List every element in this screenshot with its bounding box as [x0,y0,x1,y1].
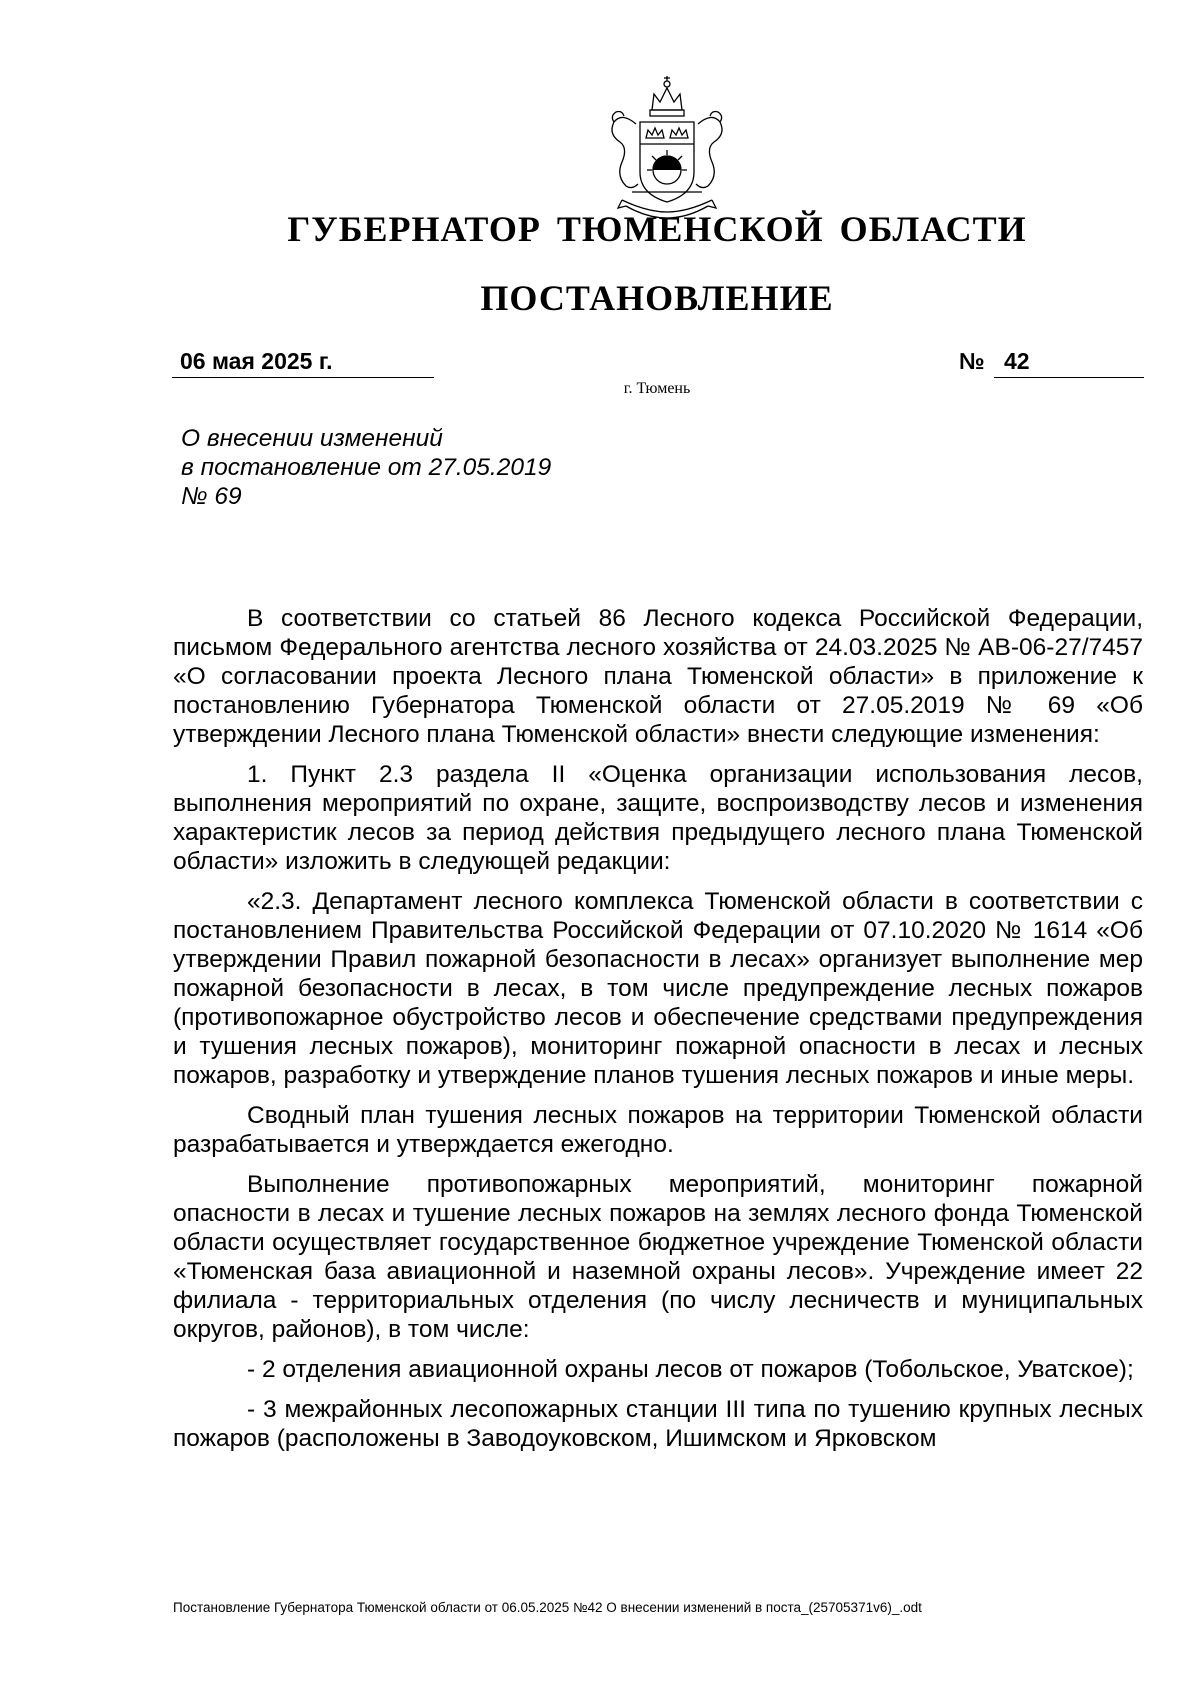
document-body [173,604,1143,1453]
body-paragraph: «2.3. Департамент лесного комплекса Тюменской области в соответствии с постановлением Правительства Российской Федерации от 07.10.2020 № 1614 «Об утверждении Правил пожарной безопасности в лесах» организует выполнение мер пожарной безопасности в лесах, в том числе предупреждение лесных пожаров (противопожарное обустройство лесов и обеспечение средствами предупреждения и тушения лесных пожаров), мониторинг пожарной опасности в лесах и лесных пожаров, разработку и утверждение планов тушения лесных пожаров и иные меры. [173,888,1143,1089]
subject-line: № 69 [181,483,242,510]
document-number: 42 [994,346,1144,378]
organization-title: ГУБЕРНАТОР ТЮМЕНСКОЙ ОБЛАСТИ [287,209,1027,249]
page-footer: Постановление Губернатора Тюменской области от 06.05.2025 №42 О внесении изменений в поста_(25705371v6)_.odt [173,1600,922,1615]
subject-line: О внесении изменений [181,425,443,452]
body-paragraph: В соответствии со статьей 86 Лесного кодекса Российской Федерации, письмом Федерального агентства лесного хозяйства от 24.03.2025 № АВ-06-27/7457 «О согласовании проекта Лесного плана Тюменской области» в приложение к постановлению Губернатора Тюменской области от 27.05.2019 № 69 «Об утверждении Лесного плана Тюменской области» внести следующие изменения: [173,605,1143,748]
document-subject [181,424,551,511]
subject-line: в постановление от 27.05.2019 [181,454,552,481]
number-label: № [959,348,985,374]
document-type: ПОСТАНОВЛЕНИЕ [480,278,834,318]
body-paragraph: - 2 отделения авиационной охраны лесов от пожаров (Тобольское, Уватское); [247,1356,1134,1383]
document-date: 06 мая 2025 г. [172,346,434,378]
city: г. Тюмень [623,380,691,397]
body-paragraph: Выполнение противопожарных мероприятий, мониторинг пожарной опасности в лесах и тушение лесных пожаров на землях лесного фонда Тюменской области осуществляет государственное бюджетное учреждение Тюменской области «Тюменская база авиационной и наземной охраны лесов». Учреждение имеет 22 филиала - территориальных отделения (по числу лесничеств и муниципальных округов, районов), в том числе: [173,1171,1143,1343]
body-paragraph: - 3 межрайонных лесопожарных станции III типа по тушению крупных лесных пожаров (расположены в Заводоуковском, Ишимском и Ярковском [173,1396,1143,1452]
body-paragraph: 1. Пункт 2.3 раздела II «Оценка организации использования лесов, выполнения мероприятий по охране, защите, воспроизводству лесов и изменения характеристик лесов за период действия предыдущего лесного плана Тюменской области» изложить в следующей редакции: [173,761,1143,875]
body-paragraph: Сводный план тушения лесных пожаров на территории Тюменской области разрабатывается и утверждается ежегодно. [173,1102,1143,1158]
